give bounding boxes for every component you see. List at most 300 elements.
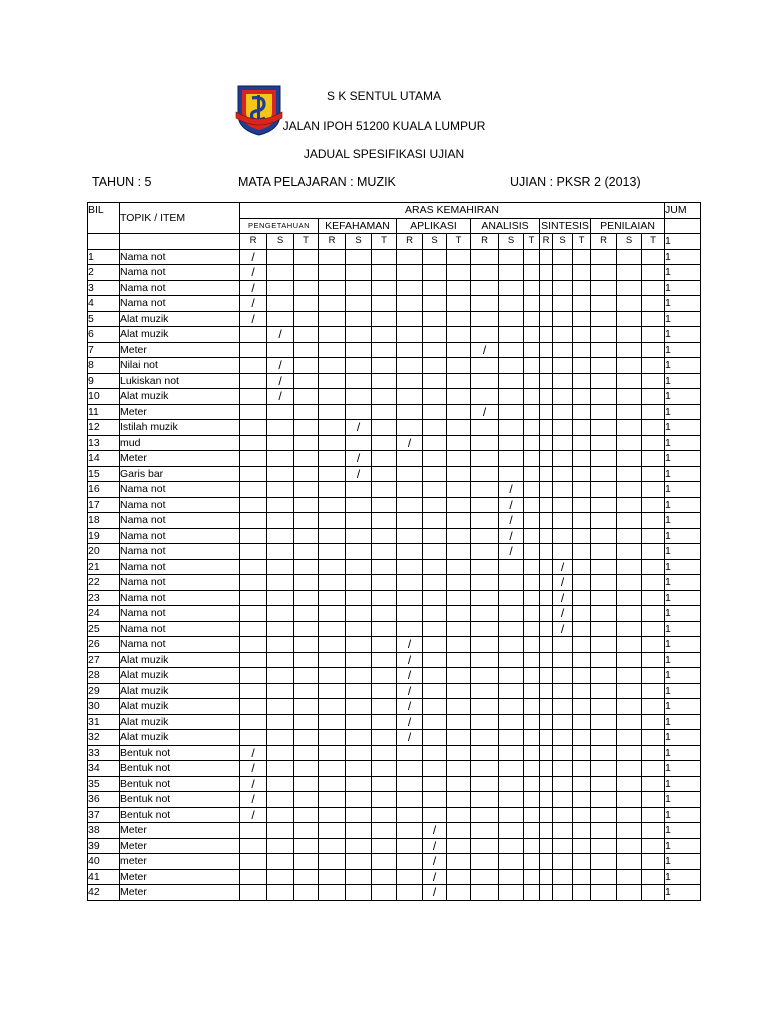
empty-cell	[294, 528, 319, 544]
empty-cell	[423, 730, 447, 746]
empty-cell	[397, 265, 423, 281]
empty-cell	[499, 699, 524, 715]
empty-cell	[617, 575, 642, 591]
empty-cell	[240, 358, 267, 374]
empty-cell	[617, 699, 642, 715]
topik-cell: Nama not	[120, 497, 240, 513]
empty-cell	[447, 668, 471, 684]
empty-cell	[617, 761, 642, 777]
empty-cell	[471, 683, 499, 699]
empty-cell	[294, 404, 319, 420]
empty-cell	[423, 451, 447, 467]
table-row	[88, 373, 701, 389]
empty-cell	[294, 683, 319, 699]
empty-cell	[540, 869, 553, 885]
empty-cell	[447, 776, 471, 792]
empty-cell	[573, 776, 591, 792]
empty-cell	[591, 590, 617, 606]
empty-cell	[573, 296, 591, 312]
empty-cell	[319, 776, 346, 792]
empty-cell	[294, 807, 319, 823]
empty-cell	[540, 358, 553, 374]
empty-cell	[524, 683, 540, 699]
bil-cell: 8	[88, 358, 120, 374]
empty-cell	[591, 296, 617, 312]
empty-cell	[294, 559, 319, 575]
empty-cell	[240, 621, 267, 637]
empty-cell	[617, 621, 642, 637]
table-row	[88, 683, 701, 699]
rst-subheader: T	[524, 234, 540, 250]
empty-cell	[499, 792, 524, 808]
empty-cell	[423, 745, 447, 761]
empty-cell	[540, 404, 553, 420]
empty-cell	[471, 528, 499, 544]
empty-cell	[642, 249, 665, 265]
empty-cell	[573, 513, 591, 529]
empty-cell	[471, 358, 499, 374]
empty-cell	[591, 606, 617, 622]
empty-cell	[423, 311, 447, 327]
table-row	[88, 652, 701, 668]
bil-cell: 24	[88, 606, 120, 622]
jum-cell: 1	[665, 575, 701, 591]
empty-cell	[540, 327, 553, 343]
empty-cell	[573, 854, 591, 870]
jum-cell: 1	[665, 606, 701, 622]
empty-cell	[267, 606, 294, 622]
empty-cell	[294, 869, 319, 885]
empty-cell	[499, 606, 524, 622]
bil-cell: 9	[88, 373, 120, 389]
empty-cell	[499, 265, 524, 281]
empty-cell	[499, 621, 524, 637]
empty-cell	[423, 652, 447, 668]
empty-cell	[642, 528, 665, 544]
empty-cell	[423, 280, 447, 296]
topik-subheader-blank	[120, 234, 240, 250]
empty-cell	[319, 745, 346, 761]
exam-label: UJIAN : PKSR 2 (2013)	[510, 175, 641, 189]
empty-cell	[240, 838, 267, 854]
empty-cell	[346, 497, 372, 513]
empty-cell	[642, 559, 665, 575]
empty-cell	[267, 575, 294, 591]
empty-cell	[591, 435, 617, 451]
empty-cell	[591, 807, 617, 823]
empty-cell	[372, 823, 397, 839]
empty-cell	[447, 714, 471, 730]
empty-cell	[642, 683, 665, 699]
empty-cell	[294, 745, 319, 761]
empty-cell	[372, 311, 397, 327]
empty-cell	[372, 637, 397, 653]
empty-cell	[642, 296, 665, 312]
empty-cell	[294, 420, 319, 436]
bil-cell: 2	[88, 265, 120, 281]
empty-cell	[267, 513, 294, 529]
empty-cell	[499, 342, 524, 358]
empty-cell	[447, 621, 471, 637]
empty-cell	[447, 513, 471, 529]
empty-cell	[447, 265, 471, 281]
empty-cell	[471, 482, 499, 498]
empty-cell	[524, 559, 540, 575]
table-row	[88, 389, 701, 405]
empty-cell	[346, 435, 372, 451]
empty-cell	[240, 559, 267, 575]
empty-cell	[617, 373, 642, 389]
empty-cell	[591, 885, 617, 901]
empty-cell	[471, 249, 499, 265]
empty-cell	[319, 342, 346, 358]
empty-cell	[617, 311, 642, 327]
empty-cell	[540, 823, 553, 839]
topik-cell: Lukiskan not	[120, 373, 240, 389]
empty-cell	[471, 652, 499, 668]
empty-cell	[240, 699, 267, 715]
bil-cell: 36	[88, 792, 120, 808]
topik-cell: mud	[120, 435, 240, 451]
empty-cell	[397, 838, 423, 854]
bil-cell: 1	[88, 249, 120, 265]
school-name: S K SENTUL UTAMA	[326, 89, 442, 103]
empty-cell	[591, 451, 617, 467]
empty-cell	[372, 590, 397, 606]
empty-cell	[573, 451, 591, 467]
empty-cell	[573, 730, 591, 746]
empty-cell	[573, 528, 591, 544]
empty-cell	[346, 761, 372, 777]
level-header-analisis: ANALISIS	[471, 218, 540, 234]
empty-cell	[267, 420, 294, 436]
empty-cell	[240, 342, 267, 358]
empty-cell	[499, 373, 524, 389]
bil-cell: 23	[88, 590, 120, 606]
empty-cell	[346, 869, 372, 885]
empty-cell	[319, 683, 346, 699]
empty-cell	[591, 792, 617, 808]
bil-cell: 34	[88, 761, 120, 777]
empty-cell	[617, 389, 642, 405]
empty-cell	[267, 714, 294, 730]
bil-cell: 27	[88, 652, 120, 668]
empty-cell	[573, 559, 591, 575]
topik-cell: Nama not	[120, 637, 240, 653]
empty-cell	[267, 451, 294, 467]
bil-cell: 19	[88, 528, 120, 544]
empty-cell	[319, 699, 346, 715]
empty-cell	[397, 451, 423, 467]
tick-mark: /	[397, 435, 423, 451]
specification-table	[87, 202, 701, 901]
empty-cell	[524, 249, 540, 265]
tick-mark: /	[499, 482, 524, 498]
empty-cell	[240, 575, 267, 591]
table-row	[88, 296, 701, 312]
empty-cell	[540, 373, 553, 389]
empty-cell	[553, 296, 573, 312]
empty-cell	[372, 683, 397, 699]
empty-cell	[499, 807, 524, 823]
empty-cell	[573, 683, 591, 699]
bil-cell: 42	[88, 885, 120, 901]
empty-cell	[267, 342, 294, 358]
empty-cell	[319, 296, 346, 312]
empty-cell	[524, 854, 540, 870]
empty-cell	[346, 590, 372, 606]
tick-mark: /	[553, 590, 573, 606]
empty-cell	[346, 745, 372, 761]
topik-cell: Istilah muzik	[120, 420, 240, 436]
empty-cell	[447, 327, 471, 343]
rst-subheader: T	[573, 234, 591, 250]
jum-cell: 1	[665, 730, 701, 746]
empty-cell	[319, 358, 346, 374]
empty-cell	[617, 637, 642, 653]
aras-kemahiran-header: ARAS KEMAHIRAN	[240, 203, 665, 219]
empty-cell	[471, 559, 499, 575]
empty-cell	[240, 885, 267, 901]
empty-cell	[540, 745, 553, 761]
empty-cell	[524, 637, 540, 653]
bil-cell: 37	[88, 807, 120, 823]
tick-mark: /	[267, 373, 294, 389]
empty-cell	[346, 668, 372, 684]
empty-cell	[240, 513, 267, 529]
table-row	[88, 466, 701, 482]
table-row	[88, 621, 701, 637]
empty-cell	[591, 404, 617, 420]
empty-cell	[642, 327, 665, 343]
empty-cell	[540, 683, 553, 699]
table-row	[88, 342, 701, 358]
topik-cell: Alat muzik	[120, 389, 240, 405]
jum-cell: 1	[665, 807, 701, 823]
empty-cell	[294, 714, 319, 730]
empty-cell	[540, 761, 553, 777]
empty-cell	[423, 528, 447, 544]
empty-cell	[573, 497, 591, 513]
bil-cell: 32	[88, 730, 120, 746]
empty-cell	[423, 404, 447, 420]
empty-cell	[524, 327, 540, 343]
empty-cell	[553, 342, 573, 358]
empty-cell	[319, 730, 346, 746]
empty-cell	[319, 668, 346, 684]
empty-cell	[499, 714, 524, 730]
empty-cell	[524, 885, 540, 901]
empty-cell	[346, 296, 372, 312]
empty-cell	[423, 637, 447, 653]
empty-cell	[499, 637, 524, 653]
empty-cell	[423, 342, 447, 358]
empty-cell	[372, 869, 397, 885]
empty-cell	[591, 389, 617, 405]
empty-cell	[524, 404, 540, 420]
level-header-aplikasi: APLIKASI	[397, 218, 471, 234]
empty-cell	[591, 683, 617, 699]
jum-cell: 1	[665, 404, 701, 420]
empty-cell	[471, 451, 499, 467]
empty-cell	[397, 280, 423, 296]
empty-cell	[553, 776, 573, 792]
empty-cell	[447, 497, 471, 513]
empty-cell	[642, 838, 665, 854]
empty-cell	[447, 559, 471, 575]
empty-cell	[524, 311, 540, 327]
empty-cell	[447, 404, 471, 420]
empty-cell	[617, 249, 642, 265]
bil-cell: 16	[88, 482, 120, 498]
empty-cell	[524, 280, 540, 296]
empty-cell	[591, 575, 617, 591]
jum-cell: 1	[665, 342, 701, 358]
empty-cell	[267, 265, 294, 281]
empty-cell	[524, 342, 540, 358]
empty-cell	[294, 249, 319, 265]
empty-cell	[397, 358, 423, 374]
empty-cell	[397, 854, 423, 870]
empty-cell	[617, 683, 642, 699]
empty-cell	[524, 265, 540, 281]
empty-cell	[573, 621, 591, 637]
empty-cell	[573, 606, 591, 622]
empty-cell	[397, 776, 423, 792]
empty-cell	[524, 590, 540, 606]
empty-cell	[499, 466, 524, 482]
empty-cell	[524, 807, 540, 823]
bil-cell: 22	[88, 575, 120, 591]
empty-cell	[642, 807, 665, 823]
empty-cell	[499, 327, 524, 343]
empty-cell	[423, 296, 447, 312]
empty-cell	[447, 761, 471, 777]
empty-cell	[240, 482, 267, 498]
empty-cell	[617, 885, 642, 901]
empty-cell	[294, 838, 319, 854]
topik-cell: meter	[120, 854, 240, 870]
empty-cell	[617, 528, 642, 544]
bil-cell: 29	[88, 683, 120, 699]
empty-cell	[524, 869, 540, 885]
tick-mark: /	[267, 358, 294, 374]
empty-cell	[499, 776, 524, 792]
empty-cell	[397, 389, 423, 405]
jum-cell: 1	[665, 776, 701, 792]
empty-cell	[372, 342, 397, 358]
empty-cell	[240, 606, 267, 622]
empty-cell	[540, 528, 553, 544]
empty-cell	[267, 885, 294, 901]
empty-cell	[540, 451, 553, 467]
empty-cell	[499, 280, 524, 296]
empty-cell	[524, 544, 540, 560]
jum-cell: 1	[665, 699, 701, 715]
bil-cell: 41	[88, 869, 120, 885]
empty-cell	[553, 311, 573, 327]
tick-mark: /	[240, 792, 267, 808]
empty-cell	[240, 823, 267, 839]
empty-cell	[423, 389, 447, 405]
empty-cell	[617, 296, 642, 312]
empty-cell	[240, 854, 267, 870]
empty-cell	[524, 745, 540, 761]
table-row	[88, 606, 701, 622]
empty-cell	[553, 730, 573, 746]
jum-cell: 1	[665, 652, 701, 668]
empty-cell	[372, 838, 397, 854]
empty-cell	[642, 451, 665, 467]
tick-mark: /	[423, 869, 447, 885]
school-address: JALAN IPOH 51200 KUALA LUMPUR	[282, 119, 486, 133]
tick-mark: /	[553, 606, 573, 622]
tick-mark: /	[471, 404, 499, 420]
level-header-sintesis: SINTESIS	[541, 219, 589, 232]
empty-cell	[642, 730, 665, 746]
empty-cell	[471, 513, 499, 529]
empty-cell	[423, 699, 447, 715]
empty-cell	[524, 823, 540, 839]
empty-cell	[294, 373, 319, 389]
empty-cell	[471, 435, 499, 451]
tick-mark: /	[423, 854, 447, 870]
empty-cell	[524, 296, 540, 312]
empty-cell	[447, 699, 471, 715]
bil-cell: 15	[88, 466, 120, 482]
empty-cell	[553, 683, 573, 699]
empty-cell	[553, 869, 573, 885]
empty-cell	[423, 668, 447, 684]
empty-cell	[240, 373, 267, 389]
empty-cell	[591, 714, 617, 730]
empty-cell	[294, 606, 319, 622]
empty-cell	[499, 730, 524, 746]
topik-cell: Nama not	[120, 621, 240, 637]
empty-cell	[294, 435, 319, 451]
empty-cell	[553, 528, 573, 544]
jum-cell: 1	[665, 761, 701, 777]
empty-cell	[591, 513, 617, 529]
empty-cell	[447, 544, 471, 560]
empty-cell	[294, 311, 319, 327]
topik-cell: Alat muzik	[120, 311, 240, 327]
empty-cell	[471, 699, 499, 715]
tick-mark: /	[397, 637, 423, 653]
empty-cell	[591, 776, 617, 792]
empty-cell	[294, 621, 319, 637]
empty-cell	[471, 327, 499, 343]
empty-cell	[553, 404, 573, 420]
empty-cell	[240, 544, 267, 560]
tick-mark: /	[240, 311, 267, 327]
empty-cell	[240, 683, 267, 699]
empty-cell	[346, 637, 372, 653]
empty-cell	[617, 451, 642, 467]
empty-cell	[499, 451, 524, 467]
empty-cell	[553, 466, 573, 482]
empty-cell	[471, 373, 499, 389]
empty-cell	[267, 792, 294, 808]
empty-cell	[294, 482, 319, 498]
empty-cell	[524, 575, 540, 591]
empty-cell	[319, 466, 346, 482]
bil-cell: 6	[88, 327, 120, 343]
empty-cell	[423, 714, 447, 730]
empty-cell	[471, 497, 499, 513]
empty-cell	[397, 590, 423, 606]
empty-cell	[591, 373, 617, 389]
